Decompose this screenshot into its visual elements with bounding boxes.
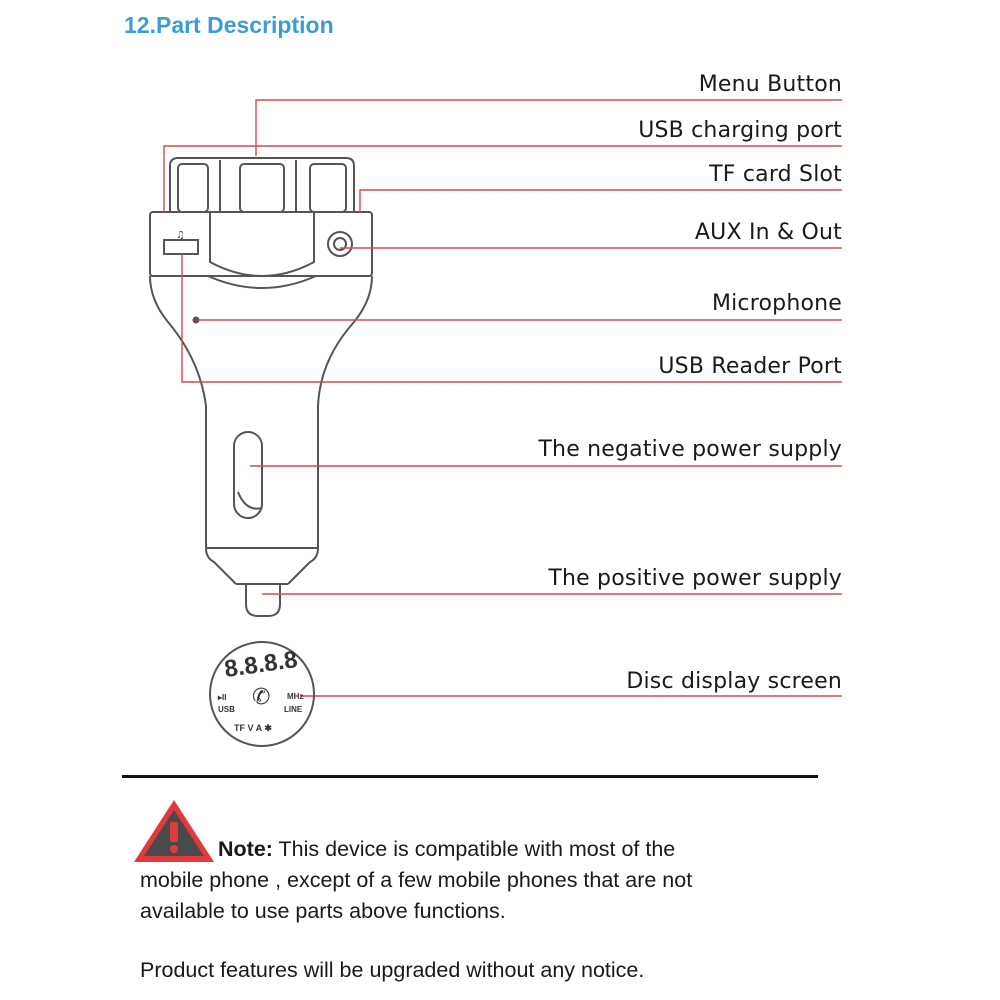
disc-display-screen	[210, 642, 314, 746]
compatibility-note	[140, 834, 780, 927]
leader-lines	[164, 100, 842, 696]
label-usb-reader-port: USB Reader Port	[658, 354, 842, 379]
display-mhz: MHz	[287, 692, 304, 701]
label-tf-card-slot: TF card Slot	[709, 162, 842, 187]
car-charger-illustration	[150, 158, 372, 616]
label-disc-display: Disc display screen	[626, 669, 842, 694]
display-usb: USB	[218, 705, 235, 714]
note-text-line3: available to use parts above functions.	[140, 899, 506, 923]
note-text-line2: mobile phone , except of a few mobile phones that are not	[140, 868, 693, 892]
display-play-pause: ▸II	[218, 693, 227, 702]
label-negative-power: The negative power supply	[538, 437, 842, 462]
label-microphone: Microphone	[711, 291, 842, 316]
music-note-icon: ♫	[176, 230, 185, 241]
display-bottom-indicators: TF V A ✱	[234, 723, 272, 733]
label-usb-charging-port: USB charging port	[638, 118, 842, 143]
note-heading: Note:	[218, 837, 273, 861]
section-divider	[122, 775, 818, 778]
section-title: 12.Part Description	[124, 12, 334, 38]
display-line: LINE	[284, 705, 303, 714]
note-text-line1: This device is compatible with most of the	[272, 837, 676, 861]
display-digits: 8.8.8.8	[222, 646, 300, 684]
leader-tf-card-slot	[360, 190, 842, 212]
label-aux: AUX In & Out	[694, 220, 842, 245]
phone-icon: ✆	[252, 685, 271, 710]
label-positive-power: The positive power supply	[548, 566, 842, 591]
features-notice: Product features will be upgraded without any notice.	[140, 958, 645, 982]
label-menu-button: Menu Button	[698, 72, 842, 97]
